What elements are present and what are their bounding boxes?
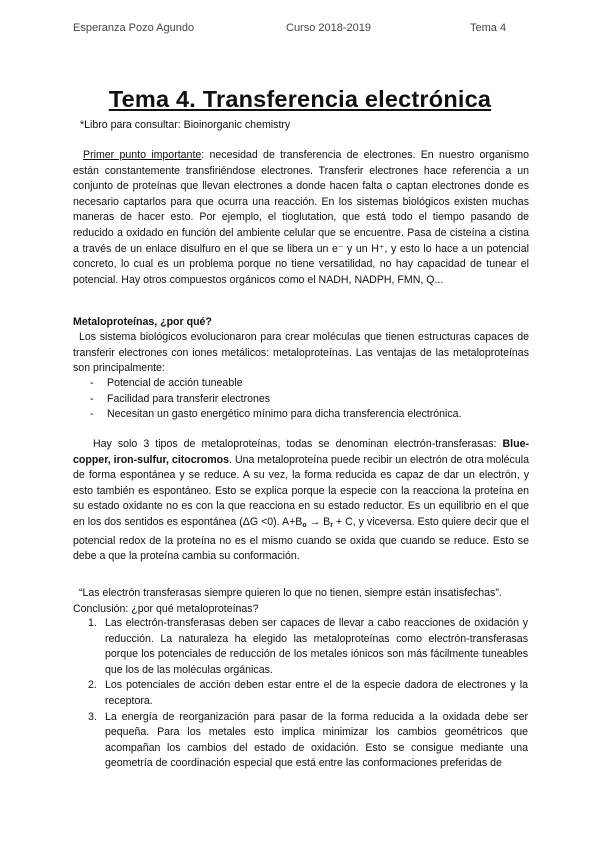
list-item [88,678,528,709]
list-item: - Facilidad para transferir electrones [90,392,462,408]
item-number: 3. [88,710,97,723]
intro-text: : necesidad de transferencia de electrones. En nuestro organismo están constantemente transfiriéndose electrones. Transferir electrones hace referencia a un conjunto de proteínas que llevan electrones a donde hacen falta o captan electrones donde es necesario captarlos para que ocurra una reacción. En los sistemas biológicos existen muchas maneras de hacer esto. Por ejemplo, el tioglutation, que está todo el tiempo pasando de reducido a oxidado en función del ambiente celular que se encuentre. Pasa de cisteína a cistina a través de un enlace disulfuro en el que se libera un e⁻ y un H⁺, y esto lo hace a un potencial concreto, lo cual es un problema porque no tiene versatilidad, no hay capacidad de tunear el potencial. Hay otros compuestos orgánicos como el NADH, NADPH, FMN, Q... [73,149,530,286]
item-text: La energía de reorganización para pasar de la forma reducida a la oxidada debe ser pequeña. Para los metales esto implica minimizar los cambios geométricos que acompañan los cambios del estado de oxidación. Esto se consigue mediante una geometría de coordinación especial que está entre las conformaciones preferidas de [105,710,528,770]
advantages-list [90,376,462,423]
page-title: Tema 4. Transferencia electrónica [108,86,492,112]
header-author: Esperanza Pozo Agundo [73,22,195,34]
section-paragraph: Los sistema biológicos evolucionaron para crear moléculas que tienen estructuras capaces de transferir electrones con iones metálicos: metaloproteínas. Las ventajas de las metaloproteínas son principalmente: [73,331,529,375]
types-names: Blue-copper, iron-sulfur, citocromos [73,438,529,466]
item-number: 1. [88,617,97,629]
section-heading: Metaloproteínas, ¿por qué? [73,316,212,328]
item-text: Los potenciales de acción deben estar entre el de la especie dadora de electrones y la receptora. [105,679,528,707]
list-item [88,710,528,772]
subscript-o: o [302,521,307,529]
subscript-r: r [330,521,333,529]
item-number: 2. [88,679,97,692]
types-text-b: + C, y viceversa. Esto quiere decir que el potencial redox de la proteína no es el mismo cuando se oxida que cuando se reduce. Esto se debe a que la proteína cambia su conformación. [73,515,529,563]
reasons-list [88,616,528,772]
intro-label: Primer punto importante [83,149,202,161]
types-text-a: . Una metaloproteína puede recibir un electrón de otra molécula de forma espontánea y se reduce. A su vez, la forma reducida es capaz de dar un electrón, y esto también es espontáneo. Esto se explica porque la especie con la reacciona la proteína en su estado oxidante no es con la que reacciona en su estado reductor. Es un equilibrio en el que en los dos sentidos es espontánea (ΔG <0). A+B [73,453,529,528]
conclusion-heading: Conclusión: ¿por qué metaloproteínas? [73,602,259,615]
intro-paragraph [73,148,529,288]
list-item: - Potencial de acción tuneable [90,376,462,392]
reaction-arrow: → B [306,515,331,528]
header-course: Curso 2018-2019 [286,22,372,34]
quote-text: “Las electrón transferasas siempre quieren lo que no tienen, siempre están insatisfechas”. [79,587,502,599]
quote-block [73,586,533,617]
item-text: Las electrón-transferasas deben ser capaces de llevar a cabo reacciones de oxidación y reducción. La naturaleza ha elegido las metaloproteínas como electrón-transferasas porque los potenciales de reducción de los metales iónicos son más fácilmente tuneables que los de las moléculas orgánicas. [105,617,528,676]
types-paragraph [73,437,529,565]
list-item [88,616,528,678]
list-item: - Necesitan un gasto energético mínimo para dicha transferencia electrónica. [90,407,462,423]
header-topic: Tema 4 [470,22,507,34]
types-intro: Hay solo 3 tipos de metaloproteínas, todas se denominan electrón-transferasas: [93,438,503,450]
reference-note: *Libro para consultar: Bioinorganic chemistry [80,119,291,131]
